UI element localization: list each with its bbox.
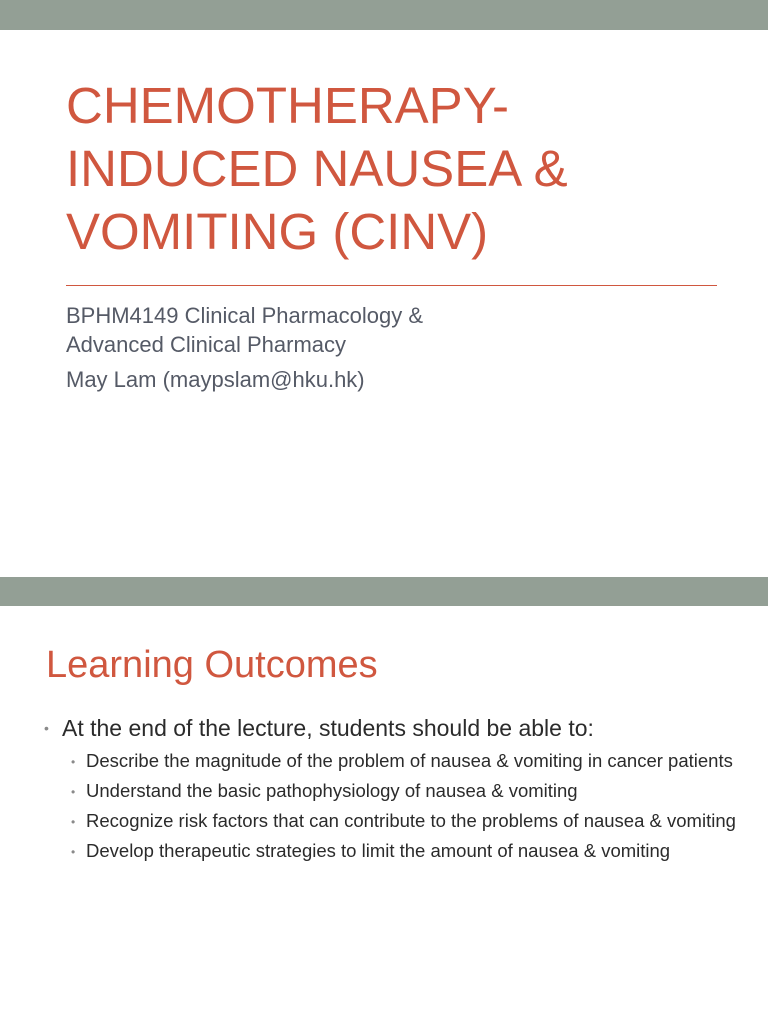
outcome-item <box>62 778 740 804</box>
outcome-item <box>62 808 740 834</box>
bullet-icon: • <box>44 720 49 736</box>
outcome-text: Understand the basic pathophysiology of nausea & vomiting <box>86 780 578 801</box>
author-line: May Lam (maypslam@hku.hk) <box>66 367 365 392</box>
course-code-line: BPHM4149 Clinical Pharmacology & <box>66 303 424 328</box>
outcome-text: Develop therapeutic strategies to limit the amount of nausea & vomiting <box>86 840 671 861</box>
slide-subtitle <box>66 301 706 394</box>
title-line-1: CHEMOTHERAPY- <box>66 77 510 134</box>
main-bullet-text: At the end of the lecture, students should be able to: <box>62 715 594 741</box>
title-underline <box>66 285 717 286</box>
slide-title <box>66 74 726 263</box>
outcome-text: Describe the magnitude of the problem of nausea & vomiting in cancer patients <box>86 750 733 771</box>
main-bullet-item <box>40 712 740 864</box>
outcome-item <box>62 748 740 774</box>
slide-divider-band <box>0 577 768 606</box>
course-name-line: Advanced Clinical Pharmacy <box>66 332 347 357</box>
bullet-icon: • <box>71 755 76 769</box>
title-line-2: INDUCED NAUSEA & <box>66 140 568 197</box>
title-line-3: VOMITING (CINV) <box>66 203 489 260</box>
outcomes-outline <box>40 712 740 868</box>
bullet-icon: • <box>71 845 76 859</box>
outcome-item <box>62 838 740 864</box>
outcomes-list <box>62 748 740 864</box>
outcome-text: Recognize risk factors that can contribute to the problems of nausea & vomiting <box>86 810 736 831</box>
top-divider-band <box>0 0 768 30</box>
bullet-icon: • <box>71 815 76 829</box>
bullet-icon: • <box>71 785 76 799</box>
learning-outcomes-heading: Learning Outcomes <box>46 644 378 686</box>
